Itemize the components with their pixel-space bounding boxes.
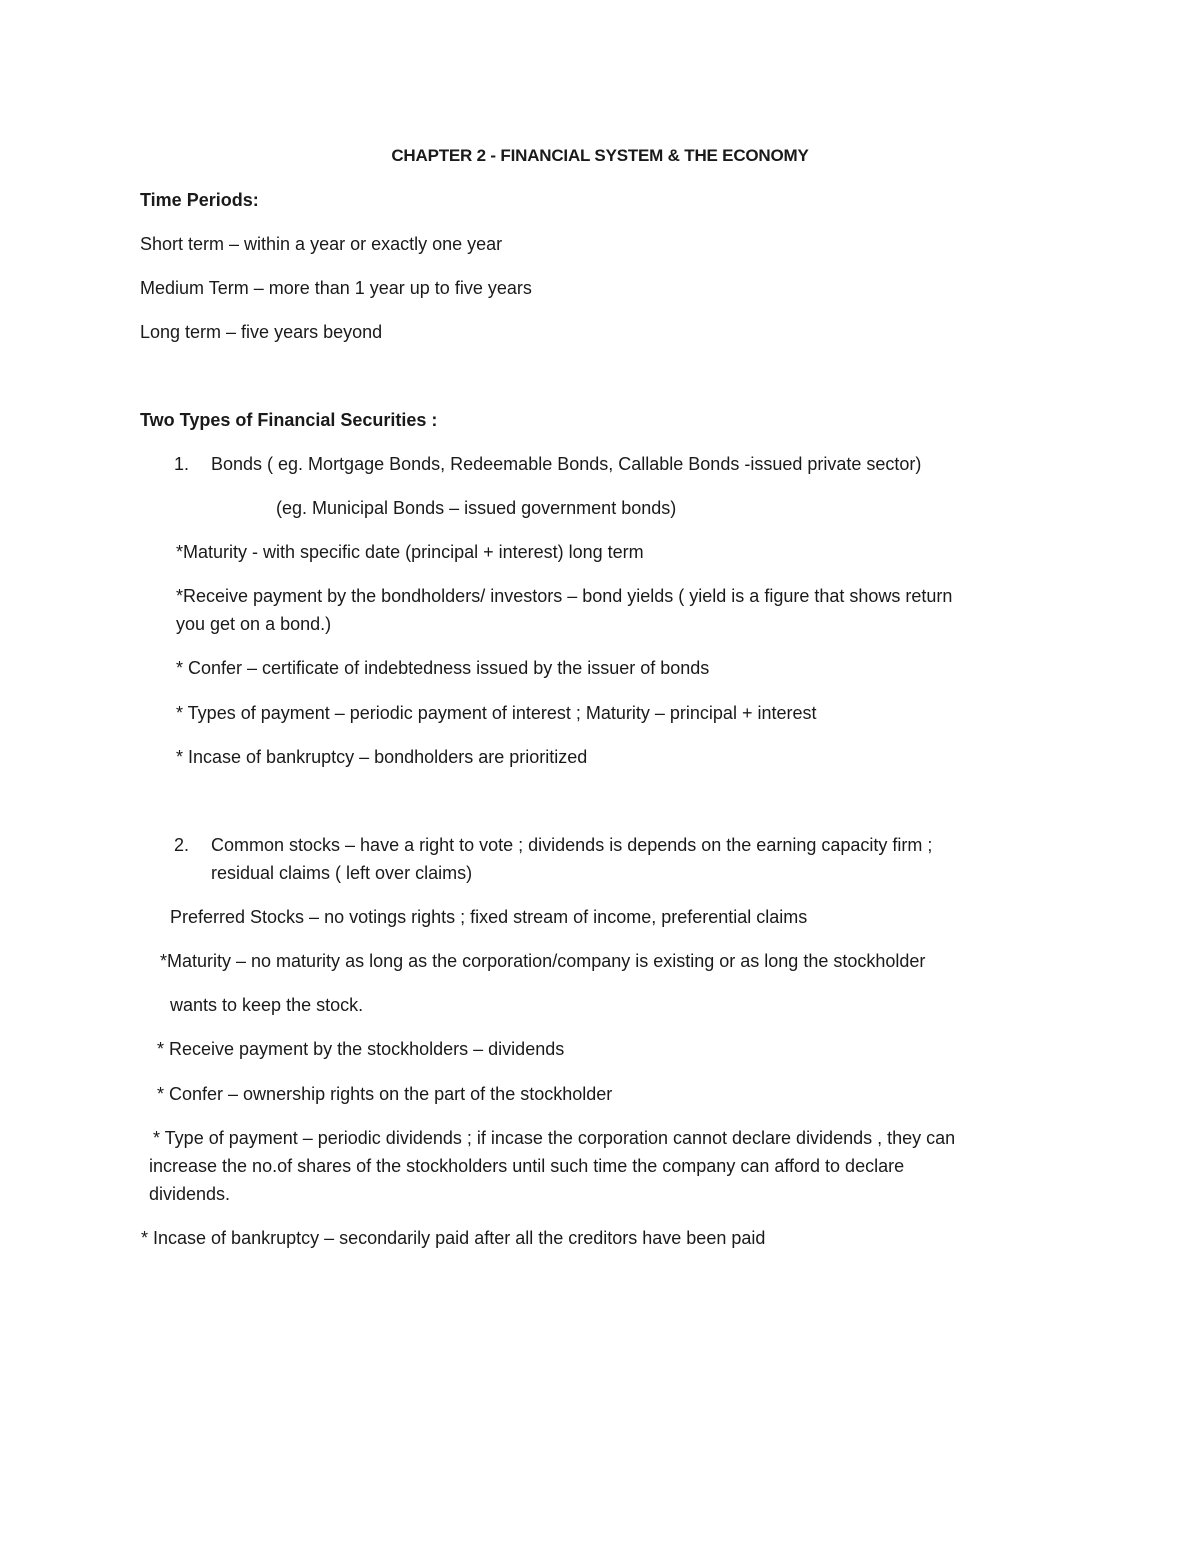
stocks-maturity-line-1: *Maturity – no maturity as long as the corporation/company is existing or as long the stockholder [160, 951, 926, 971]
stocks-type-of-payment-line-1: * Type of payment – periodic dividends ; if incase the corporation cannot declare dividends , they can [153, 1128, 956, 1148]
list-number-2: 2. [174, 835, 190, 855]
time-periods-heading: Time Periods: [140, 190, 259, 210]
stocks-maturity-line-2: wants to keep the stock. [170, 995, 364, 1015]
stocks-confer: * Confer – ownership rights on the part of the stockholder [157, 1084, 613, 1104]
short-term-line: Short term – within a year or exactly one year [140, 234, 503, 254]
list-number-1: 1. [174, 454, 190, 474]
medium-term-line: Medium Term – more than 1 year up to five years [140, 278, 532, 298]
common-stocks-line-1: Common stocks – have a right to vote ; dividends is depends on the earning capacity firm ; [211, 835, 933, 855]
preferred-stocks-line: Preferred Stocks – no votings rights ; fixed stream of income, preferential claims [170, 907, 808, 927]
stocks-type-of-payment-line-3: dividends. [149, 1184, 231, 1204]
securities-heading: Two Types of Financial Securities : [140, 410, 438, 430]
bonds-confer: * Confer – certificate of indebtedness issued by the issuer of bonds [176, 658, 710, 678]
stocks-type-of-payment-line-2: increase the no.of shares of the stockholders until such time the company can afford to declare [149, 1156, 905, 1176]
long-term-line: Long term – five years beyond [140, 322, 383, 342]
stocks-bankruptcy: * Incase of bankruptcy – secondarily paid after all the creditors have been paid [141, 1228, 766, 1248]
stocks-receive-payment: * Receive payment by the stockholders – dividends [157, 1039, 565, 1059]
bonds-receive-line-1: *Receive payment by the bondholders/ investors – bond yields ( yield is a figure that shows return [176, 586, 953, 606]
bonds-types-of-payment: * Types of payment – periodic payment of interest ; Maturity – principal + interest [176, 703, 817, 723]
bonds-maturity: *Maturity - with specific date (principal + interest) long term [176, 542, 644, 562]
bonds-line-1: Bonds ( eg. Mortgage Bonds, Redeemable Bonds, Callable Bonds -issued private sector) [211, 454, 922, 474]
document-title: CHAPTER 2 - FINANCIAL SYSTEM & THE ECONOMY [391, 146, 809, 165]
bonds-receive-line-2: you get on a bond.) [176, 614, 332, 634]
bonds-bankruptcy: * Incase of bankruptcy – bondholders are prioritized [176, 747, 588, 767]
common-stocks-line-2: residual claims ( left over claims) [211, 863, 473, 883]
bonds-line-2: (eg. Municipal Bonds – issued government bonds) [276, 498, 677, 518]
